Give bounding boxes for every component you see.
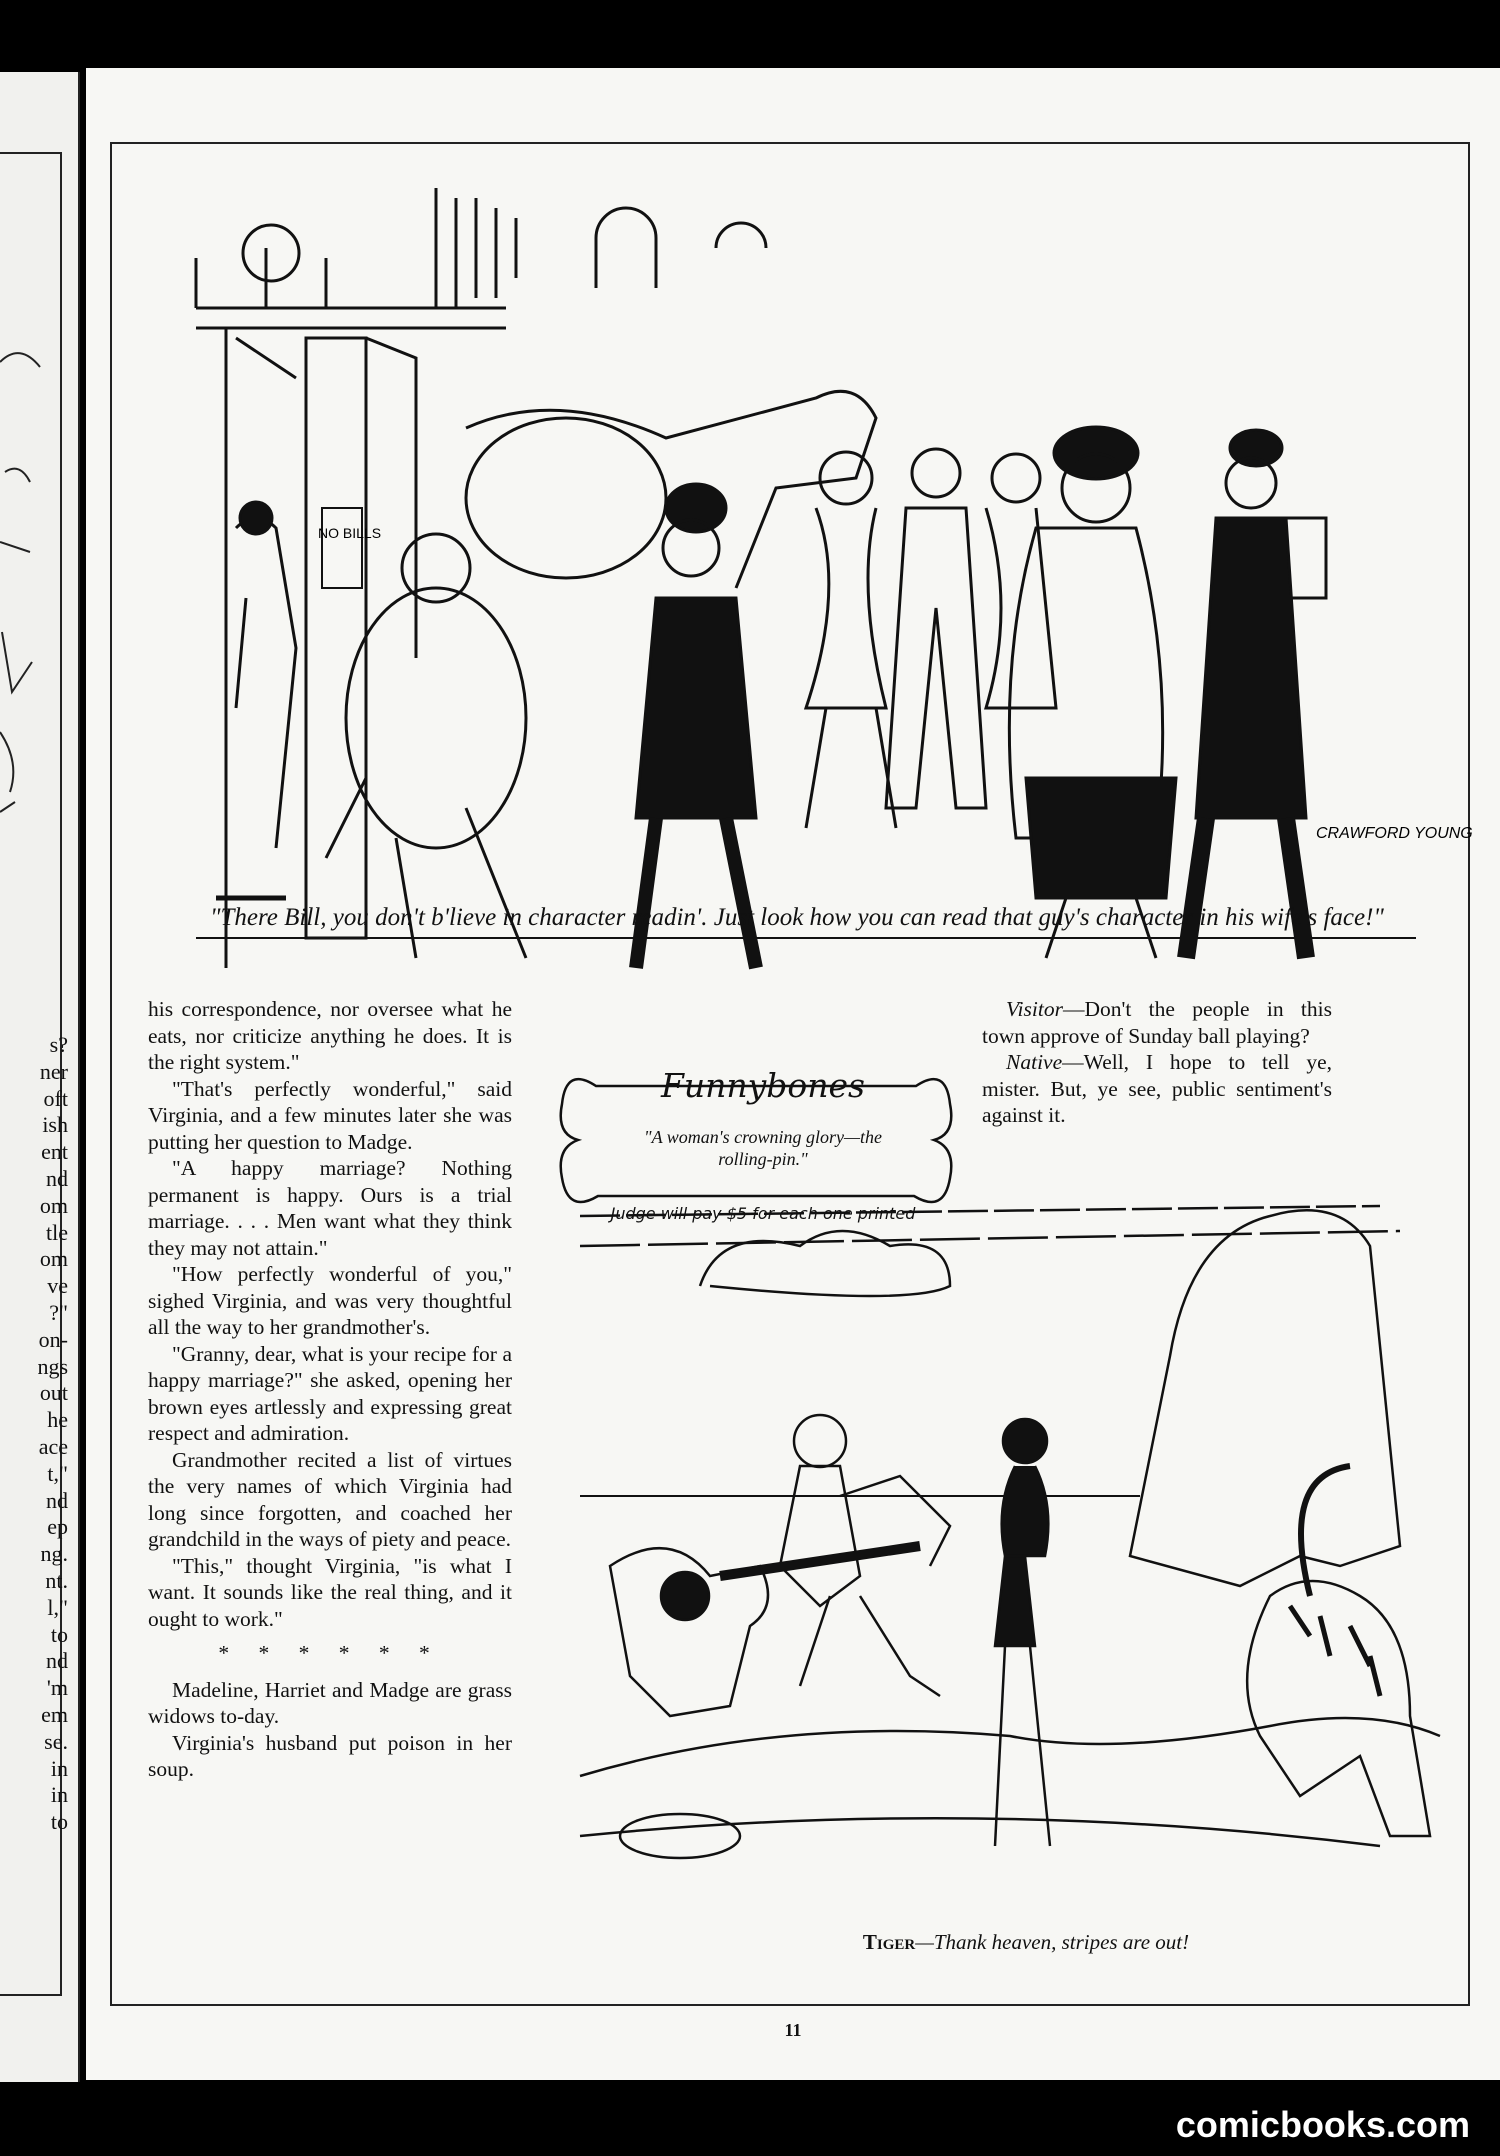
left-page-text-fragment: nd — [46, 1648, 68, 1674]
left-page-fragment — [0, 72, 80, 2082]
story-paragraph: Madeline, Harriet and Madge are grass widows to-day. — [148, 1677, 512, 1728]
left-page-text-fragment: ner — [39, 1058, 68, 1084]
left-page-text-fragment: to — [50, 1621, 68, 1647]
left-page-text-fragment: ep — [47, 1514, 68, 1540]
page-number: 11 — [784, 2020, 802, 2040]
left-page-text-fragment: s? — [49, 1032, 68, 1057]
artist-signature: CRAWFORD YOUNG — [1316, 825, 1473, 842]
funnybones-footer: Judge will pay $5 for each one printed — [610, 1204, 916, 1223]
story-paragraph: "How perfectly wonderful of you," sighed Virginia, and was very thoughtful all the way to her grandmother's. — [148, 1262, 512, 1339]
story-paragraph: his correspondence, nor oversee what he eats, nor criticize anything he does. It is the right system." — [148, 997, 512, 1074]
story-paragraph: Grandmother recited a list of virtues the very names of which Virginia had long since forgotten, and coached her grandchild in the ways of piety and peace. — [148, 1447, 512, 1551]
sign-text: NO BILLS — [318, 525, 382, 541]
left-page-text-fragment: ace — [38, 1434, 68, 1459]
left-page-text-fragment: nd — [46, 1166, 68, 1191]
story-paragraph: "This," thought Virginia, "is what I want. It sounds like the real thing, and it ought to work." — [148, 1553, 512, 1631]
left-page-text-fragment: em — [41, 1702, 68, 1727]
left-page-text-fragment: he — [47, 1407, 68, 1433]
speaker-name: Native — [1006, 1050, 1063, 1074]
left-page-text-fragment: t," — [47, 1460, 68, 1486]
tiger-caption-text: —Thank heaven, stripes are out! — [915, 1930, 1190, 1954]
story-column — [148, 996, 512, 1783]
section-divider: * * * * * * — [218, 1641, 442, 1665]
left-page-text-fragment: nt. — [45, 1568, 68, 1593]
left-page-text-fragment: nd — [46, 1487, 68, 1513]
left-page-text-fragment: om — [39, 1246, 68, 1272]
tiger-illustration — [570, 1176, 1450, 1916]
street-scene-illustration — [136, 178, 1473, 948]
native-line: Native—Well, I hope to tell ye, mister. But, ye see, public sentiment's against it. — [982, 1050, 1332, 1127]
magazine-page — [86, 68, 1500, 2080]
story-paragraphs — [148, 996, 512, 1632]
left-page-text-fragment: ngs — [37, 1353, 68, 1379]
left-page-text-fragment: in — [50, 1782, 68, 1808]
left-page-text-fragment: tle — [46, 1219, 68, 1245]
left-page-text-fragment: in — [50, 1755, 68, 1781]
top-cartoon-caption: "There Bill, you don't b'lieve in character readin'. Just look how you can read that guy's character in his wife's face!" — [210, 904, 1384, 931]
speaker-name: Visitor — [1006, 997, 1063, 1021]
site-watermark: comicbooks.com — [1175, 2104, 1470, 2145]
joke-column — [982, 996, 1332, 1129]
funnybones-quote: "A woman's crowning glory—the rolling-pin." — [644, 1127, 882, 1169]
left-page-text-fragment: ent — [41, 1139, 68, 1165]
left-page-text-fragment: to — [50, 1809, 68, 1835]
left-page-text-fragment: ?" — [49, 1300, 68, 1325]
left-page-text-fragment: 'm — [46, 1675, 68, 1701]
left-page-text-fragment: on- — [38, 1326, 68, 1352]
left-page-text-fragment: out — [39, 1380, 68, 1406]
left-page-text-fragment: se. — [44, 1728, 68, 1754]
visitor-line: Visitor—Don't the people in this town approve of Sunday ball playing? — [982, 997, 1332, 1048]
story-paragraph: "Granny, dear, what is your recipe for a happy marriage?" she asked, opening her brown eyes artlessly and expressing great respect and admiration. — [148, 1341, 512, 1445]
story-paragraph: "That's perfectly wonderful," said Virginia, and a few minutes later she was putting her question to Madge. — [148, 1076, 512, 1154]
left-page-text-fragment: ng. — [40, 1541, 68, 1567]
funnybones-title: Funnybones — [660, 1066, 865, 1105]
story-ending — [148, 1677, 512, 1783]
left-page-text-fragment: om — [39, 1192, 68, 1218]
left-page-text-fragment: oft — [43, 1085, 68, 1111]
left-page-text-fragment: ish — [42, 1112, 68, 1138]
tiger-caption — [706, 1930, 1346, 1955]
story-paragraph: "A happy marriage? Nothing permanent is happy. Ours is a trial marriage. . . . Men want what they think they may not attain." — [148, 1156, 512, 1260]
left-page-text-fragment: ve — [47, 1273, 68, 1299]
tiger-caption-speaker: Tiger — [862, 1930, 916, 1954]
story-paragraph: Virginia's husband put poison in her soup. — [148, 1730, 512, 1781]
left-page-text-fragment: l," — [47, 1594, 68, 1620]
